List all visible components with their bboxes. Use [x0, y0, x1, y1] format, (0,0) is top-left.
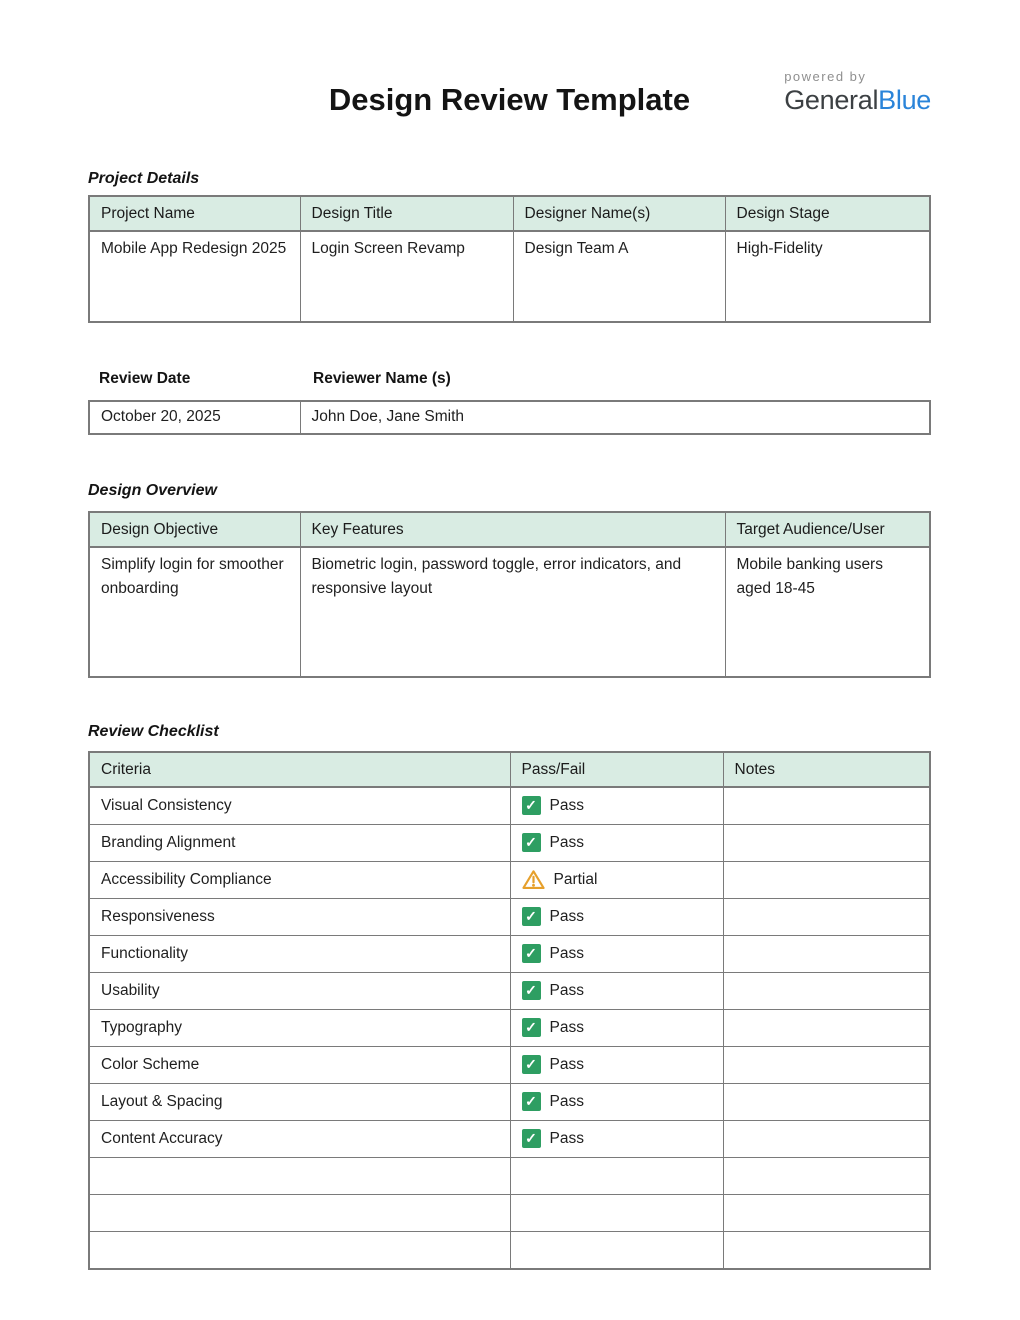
review-date-cell: October 20, 2025 [89, 401, 300, 434]
designer-name-cell: Design Team A [513, 231, 725, 322]
notes-cell [723, 1047, 930, 1084]
check-icon: ✓ [522, 796, 541, 815]
notes-cell [723, 1010, 930, 1047]
criteria-cell: Typography [89, 1010, 510, 1047]
design-stage-cell: High-Fidelity [725, 231, 930, 322]
column-header: Target Audience/User [725, 512, 930, 547]
status-label: Pass [549, 833, 584, 851]
notes-cell [723, 936, 930, 973]
table-row [89, 401, 930, 434]
check-icon: ✓ [522, 1129, 541, 1148]
notes-cell [723, 973, 930, 1010]
status-label: Pass [549, 1018, 584, 1036]
reviewer-name-cell: John Doe, Jane Smith [300, 401, 930, 434]
check-icon: ✓ [522, 1092, 541, 1111]
section-label-design-overview: Design Overview [88, 482, 217, 499]
checklist-body [89, 787, 930, 1269]
status-label: Pass [549, 981, 584, 999]
review-info-table [88, 400, 931, 435]
table-row [89, 862, 930, 899]
table-row [89, 899, 930, 936]
target-audience-cell: Mobile banking users aged 18-45 [725, 547, 930, 677]
design-overview-table [88, 511, 931, 678]
status-cell [510, 1047, 723, 1084]
table-row [89, 1010, 930, 1047]
section-label-review-checklist: Review Checklist [88, 723, 219, 740]
table-row [89, 787, 930, 825]
column-header: Design Title [300, 196, 513, 231]
criteria-cell [89, 1232, 510, 1270]
logo-powered-by: powered by [784, 69, 867, 84]
criteria-cell: Functionality [89, 936, 510, 973]
table-header-row [89, 196, 930, 231]
status-label: Pass [549, 907, 584, 925]
column-header: Designer Name(s) [513, 196, 725, 231]
table-row-empty [89, 1232, 930, 1270]
section-label-project-details: Project Details [88, 170, 200, 187]
review-info-labels [88, 370, 931, 388]
status-cell [510, 1121, 723, 1158]
design-objective-cell: Simplify login for smoother onboarding [89, 547, 300, 677]
design-title-cell: Login Screen Revamp [300, 231, 513, 322]
status-cell [510, 899, 723, 936]
status-label: Pass [549, 1092, 584, 1110]
logo-brand [784, 86, 931, 116]
status-label: Partial [553, 870, 598, 888]
notes-cell [723, 899, 930, 936]
table-row-empty [89, 1195, 930, 1232]
criteria-cell: Visual Consistency [89, 787, 510, 825]
criteria-cell: Accessibility Compliance [89, 862, 510, 899]
notes-cell [723, 825, 930, 862]
notes-cell [723, 787, 930, 825]
table-header-row [89, 752, 930, 787]
status-cell [510, 862, 723, 899]
status-cell [510, 1232, 723, 1270]
table-row [89, 825, 930, 862]
document-header [88, 69, 931, 124]
status-cell [510, 1195, 723, 1232]
project-name-cell: Mobile App Redesign 2025 [89, 231, 300, 322]
notes-cell [723, 1084, 930, 1121]
column-header: Project Name [89, 196, 300, 231]
criteria-cell: Content Accuracy [89, 1121, 510, 1158]
notes-cell [723, 1195, 930, 1232]
criteria-cell: Branding Alignment [89, 825, 510, 862]
reviewer-name-label: Reviewer Name (s) [313, 370, 451, 387]
column-header: Pass/Fail [510, 752, 723, 787]
check-icon: ✓ [522, 944, 541, 963]
table-row [89, 936, 930, 973]
check-icon: ✓ [522, 833, 541, 852]
table-row [89, 1121, 930, 1158]
warning-icon [522, 869, 545, 890]
status-cell [510, 936, 723, 973]
notes-cell [723, 1121, 930, 1158]
column-header: Notes [723, 752, 930, 787]
notes-cell [723, 862, 930, 899]
review-checklist-table [88, 751, 931, 1270]
status-cell [510, 1010, 723, 1047]
project-details-table [88, 195, 931, 323]
table-row [89, 231, 930, 322]
status-cell [510, 825, 723, 862]
status-cell [510, 973, 723, 1010]
column-header: Key Features [300, 512, 725, 547]
notes-cell [723, 1232, 930, 1270]
criteria-cell: Color Scheme [89, 1047, 510, 1084]
review-date-label: Review Date [99, 370, 191, 387]
column-header: Design Objective [89, 512, 300, 547]
status-cell [510, 787, 723, 825]
table-row-empty [89, 1158, 930, 1195]
column-header: Design Stage [725, 196, 930, 231]
status-cell [510, 1158, 723, 1195]
generalblue-logo [784, 70, 931, 116]
criteria-cell: Usability [89, 973, 510, 1010]
table-row [89, 547, 930, 677]
criteria-cell [89, 1195, 510, 1232]
table-row [89, 1047, 930, 1084]
status-cell [510, 1084, 723, 1121]
status-label: Pass [549, 944, 584, 962]
criteria-cell: Responsiveness [89, 899, 510, 936]
table-header-row [89, 512, 930, 547]
check-icon: ✓ [522, 907, 541, 926]
logo-brand-blue: Blue [878, 85, 931, 116]
check-icon: ✓ [522, 1055, 541, 1074]
table-row [89, 973, 930, 1010]
status-label: Pass [549, 796, 584, 814]
check-icon: ✓ [522, 1018, 541, 1037]
check-icon: ✓ [522, 981, 541, 1000]
column-header: Criteria [89, 752, 510, 787]
criteria-cell [89, 1158, 510, 1195]
logo-brand-general: General [784, 85, 879, 116]
notes-cell [723, 1158, 930, 1195]
table-row [89, 1084, 930, 1121]
status-label: Pass [549, 1055, 584, 1073]
key-features-cell: Biometric login, password toggle, error indicators, and responsive layout [300, 547, 725, 677]
page-title: Design Review Template [328, 82, 691, 117]
status-label: Pass [549, 1129, 584, 1147]
criteria-cell: Layout & Spacing [89, 1084, 510, 1121]
